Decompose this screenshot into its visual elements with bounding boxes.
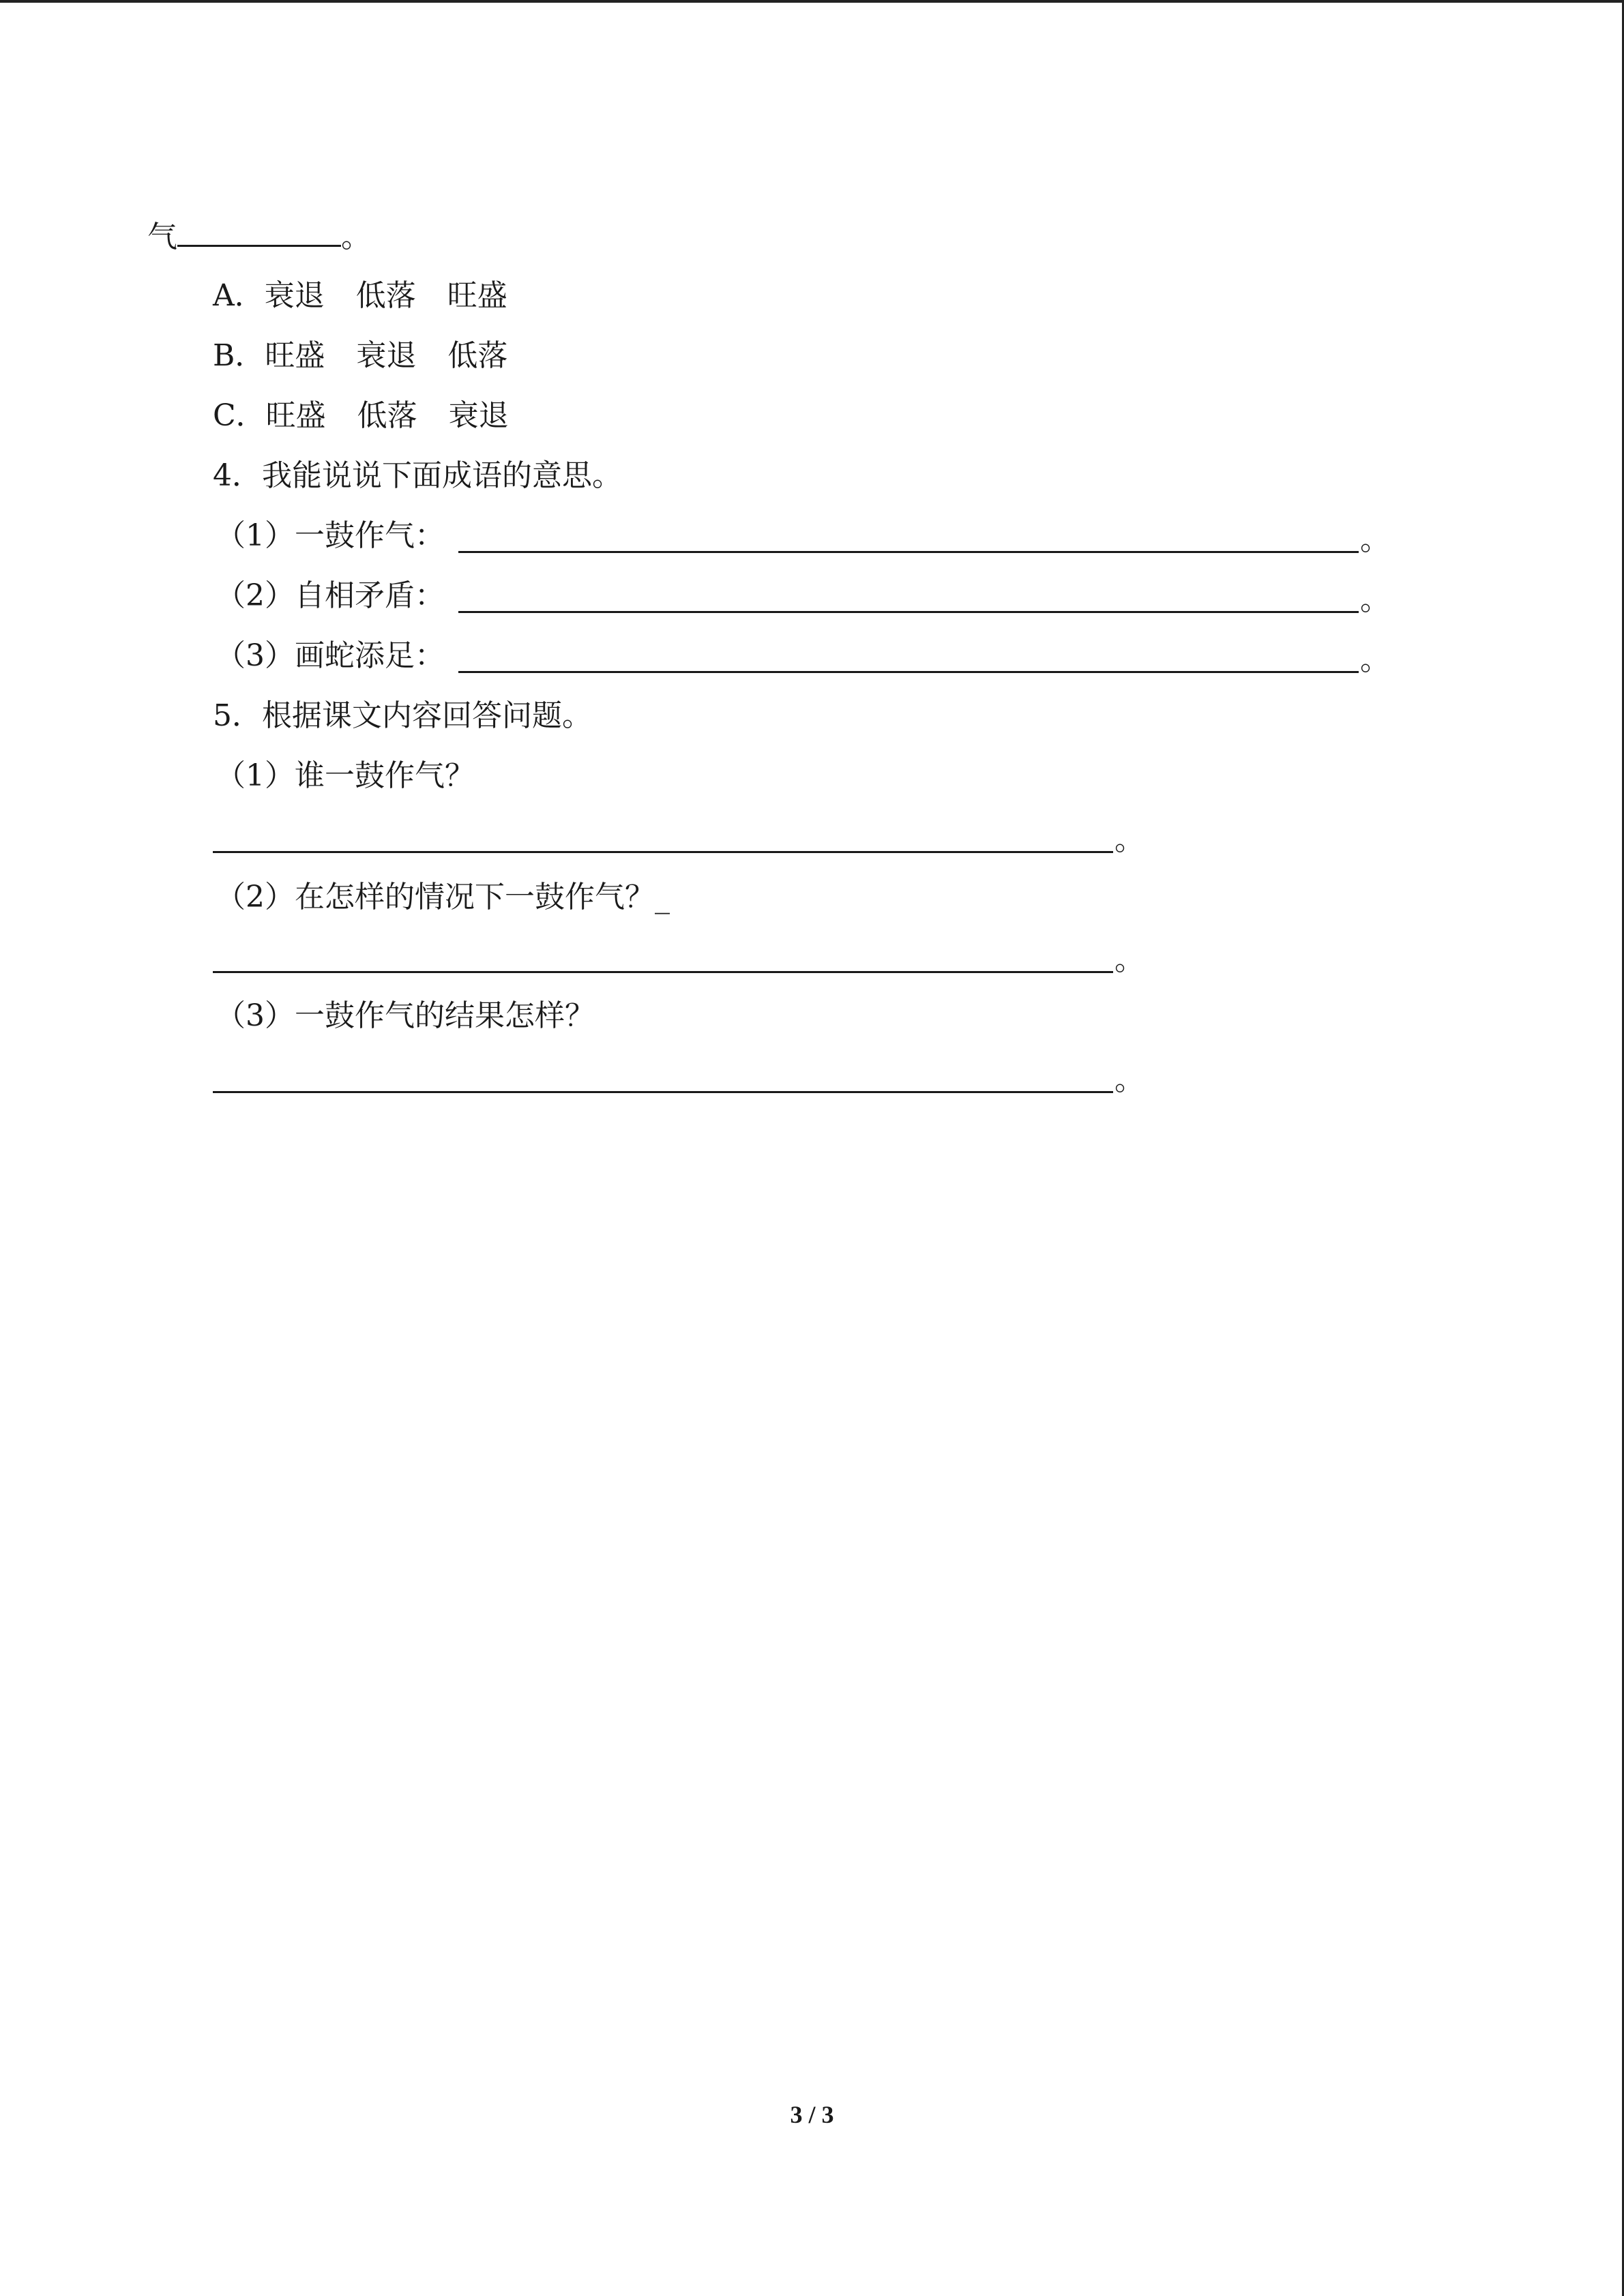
q5-item-3-end: 。 [1114,1062,1145,1097]
q5-item-1-answer-line[interactable] [213,851,1113,853]
q4-item-1-label: （1）一鼓作气： [216,518,445,553]
q4-item-2-end: 。 [1360,582,1390,617]
q4-item-3-label: （3）画蛇添足： [216,638,445,673]
page-top-border [0,0,1624,3]
q3-tail-start: 气 [147,220,177,254]
q5-item-2-answer-line[interactable] [213,971,1113,973]
q4-item-3-answer-line[interactable] [458,671,1359,673]
option-word: 衰退 [448,398,509,433]
q5-item-2-end: 。 [1114,942,1145,977]
q5-item-2-question: （2）在怎样的情况下一鼓作气？_ [216,880,670,914]
option-word: 旺盛 [265,338,325,373]
q4-item-1-end: 。 [1360,522,1390,557]
q4-title: 4．我能说说下面成语的意思。 [213,458,622,493]
option-word: 旺盛 [447,278,507,313]
option-word: 衰退 [356,338,417,373]
option-word: 低落 [357,398,417,433]
q3-tail-line [147,217,371,258]
q3-tail-end: 。 [341,220,371,254]
option-word: 旺盛 [265,398,326,433]
q3-option-a[interactable] [213,275,507,316]
q4-item-1-answer-line[interactable] [458,551,1359,553]
q3-option-b[interactable] [213,336,507,376]
q4-item-2-label: （2）自相矛盾： [216,578,445,613]
q5-item-1-end: 。 [1114,822,1145,857]
q5-item-3-answer-line[interactable] [213,1091,1113,1093]
option-letter: B． [213,338,265,373]
option-word: 衰退 [264,278,325,313]
q4-item-2-answer-line[interactable] [458,611,1359,613]
page-number: 3 / 3 [790,2101,834,2128]
option-letter: A． [213,278,265,313]
option-letter: C． [213,398,266,433]
option-word: 低落 [355,278,416,313]
q3-option-c[interactable] [213,396,509,436]
q5-title: 5．根据课文内容回答问题。 [213,698,592,733]
q3-answer-blank[interactable] [177,219,341,247]
q5-item-3-question: （3）一鼓作气的结果怎样？ [216,998,595,1033]
q4-item-3-end: 。 [1360,642,1390,677]
q5-item-1-question: （1）谁一鼓作气？ [216,758,475,793]
option-word: 低落 [447,338,508,373]
